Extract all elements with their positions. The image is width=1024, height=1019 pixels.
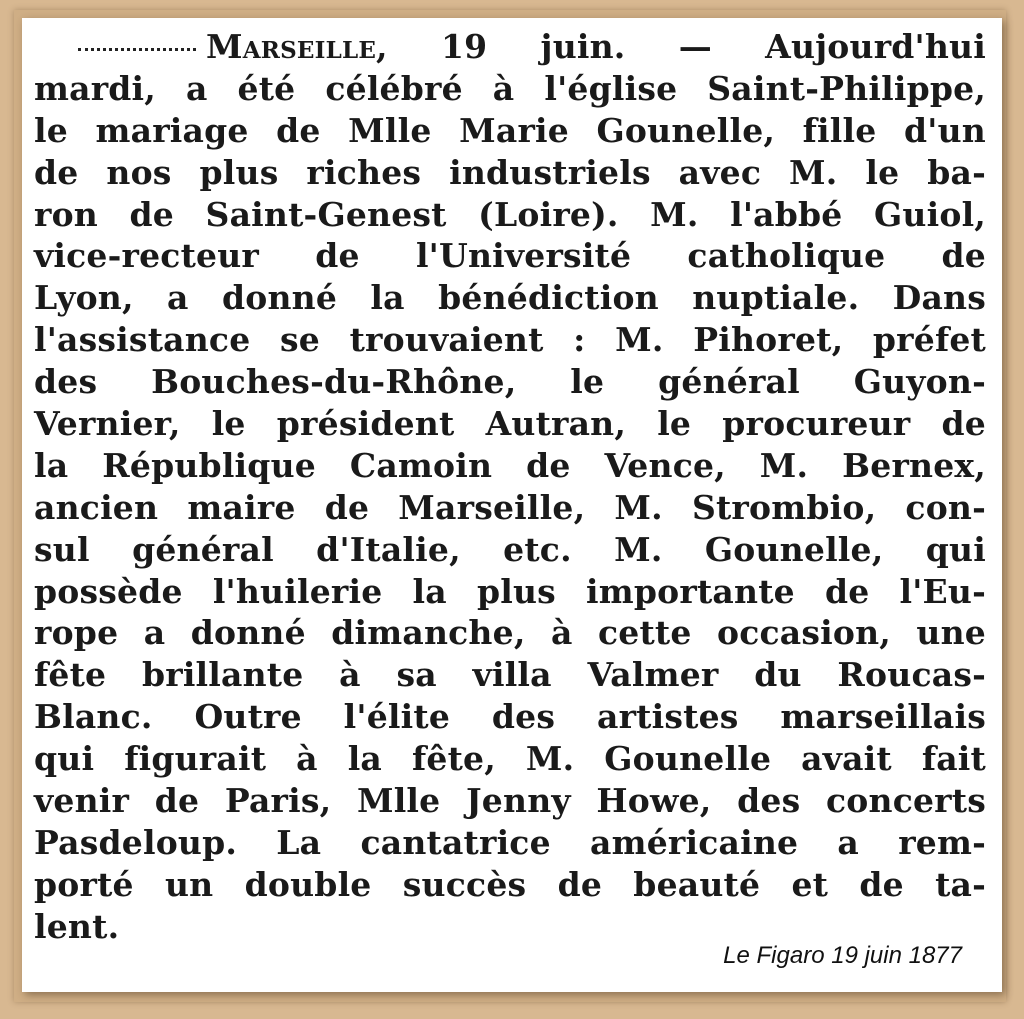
article-line-1: mardi, a été célébré à l'église Saint-Philippe, bbox=[34, 68, 986, 108]
article-line-4: ron de Saint-Genest (Loire). M. l'abbé Guiol, bbox=[34, 194, 986, 234]
article-line-9: Vernier, le président Autran, le procureur de bbox=[34, 404, 986, 444]
article-line-21: lent. bbox=[34, 906, 120, 946]
article-line-20: porté un double succès de beauté et de ta- bbox=[34, 864, 986, 904]
article-line-3: de nos plus riches industriels avec M. le ba- bbox=[34, 152, 986, 192]
newspaper-clipping bbox=[22, 18, 1002, 992]
article-line-14: rope a donné dimanche, à cette occasion, une bbox=[34, 613, 986, 653]
article-line-13: possède l'huilerie la plus importante de l'Eu- bbox=[34, 571, 986, 611]
article-text bbox=[34, 26, 986, 948]
article-line-11: ancien maire de Marseille, M. Strombio, con- bbox=[34, 487, 986, 527]
article-line-17: qui figurait à la fête, M. Gounelle avait fait bbox=[34, 739, 986, 779]
article-line-7: l'assistance se trouvaient : M. Pihoret, préfet bbox=[34, 320, 986, 360]
article-line-15: fête brillante à sa villa Valmer du Roucas- bbox=[34, 655, 986, 695]
article-line-2: le mariage de Mlle Marie Gounelle, fille d'un bbox=[34, 110, 986, 150]
source-citation: Le Figaro 19 juin 1877 bbox=[723, 942, 962, 969]
article-line-12: sul général d'Italie, etc. M. Gounelle, qui bbox=[34, 529, 986, 569]
article-line-6: Lyon, a donné la bénédiction nuptiale. Dans bbox=[34, 278, 986, 318]
article-line-5: vice-recteur de l'Université catholique de bbox=[34, 236, 986, 276]
article-line-0 bbox=[34, 26, 986, 68]
article-line-18: venir de Paris, Mlle Jenny Howe, des concerts bbox=[34, 781, 986, 821]
dateline-dash bbox=[78, 48, 196, 51]
article-line-8: des Bouches-du-Rhône, le général Guyon- bbox=[34, 362, 986, 402]
dateline-rest: 19 juin. — Aujourd'hui bbox=[441, 27, 986, 66]
article-line-16: Blanc. Outre l'élite des artistes marseillais bbox=[34, 697, 986, 737]
dateline-city: Marseille, bbox=[206, 27, 388, 66]
article-line-10: la République Camoin de Vence, M. Bernex, bbox=[34, 445, 986, 485]
article-line-19: Pasdeloup. La cantatrice américaine a rem- bbox=[34, 822, 986, 862]
